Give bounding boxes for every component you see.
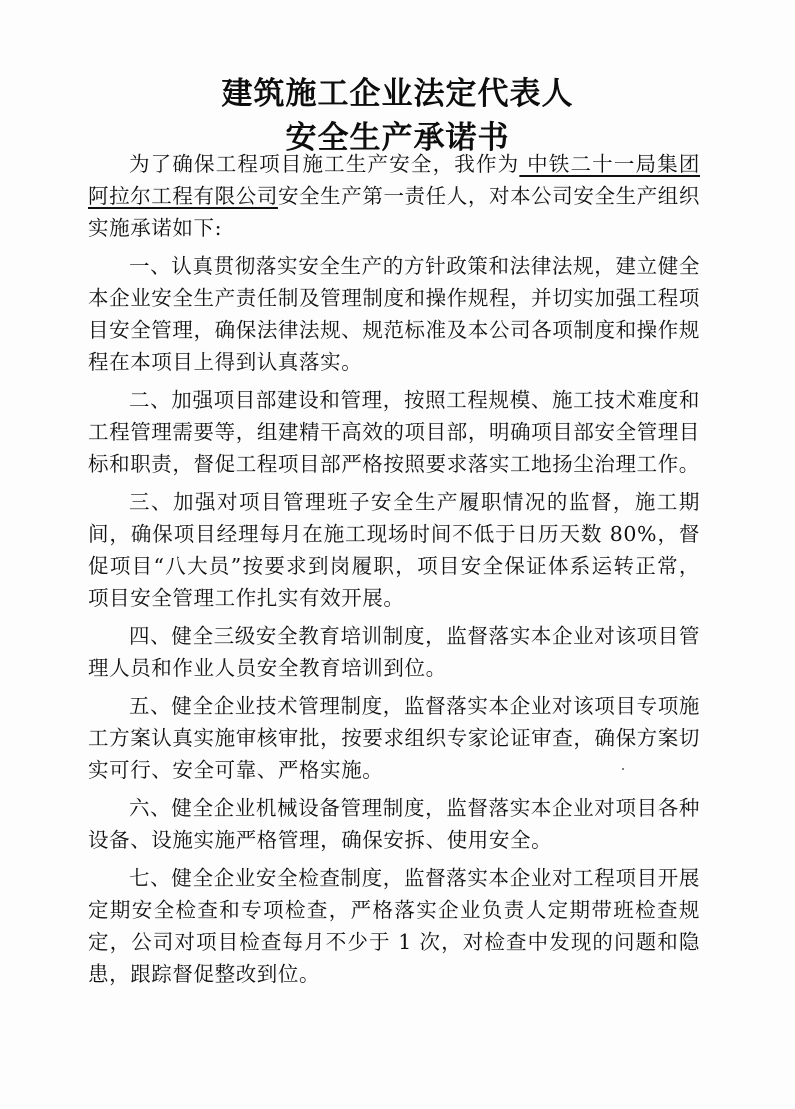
commitment-item-2: 二、加强项目部建设和管理，按照工程规模、施工技术难度和工程管理需要等，组建精干高效的项目部，明确项目部安全管理目标和职责，督促工程项目部严格按照要求落实工地扬尘治理工作。 <box>88 388 700 476</box>
document-body <box>88 148 700 996</box>
scan-speck <box>622 768 624 770</box>
commitment-item-4: 四、健全三级安全教育培训制度，监督落实本企业对该项目管理人员和作业人员安全教育培训到位。 <box>88 624 700 680</box>
title-line-1: 建筑施工企业法定代表人 <box>221 76 574 112</box>
commitment-item-6: 六、健全企业机械设备管理制度，监督落实本企业对项目各种设备、设施实施严格管理，确保安拆、使用安全。 <box>88 796 700 852</box>
document-title <box>0 72 795 160</box>
intro-text-before: 为了确保工程项目施工生产安全，我作为 <box>129 152 520 176</box>
commitment-item-1: 一、认真贯彻落实安全生产的方针政策和法律法规，建立健全本企业安全生产责任制及管理制度和操作规程，并切实加强工程项目安全管理，确保法律法规、规范标准及本公司各项制度和操作规程在本项目上得到认真落实。 <box>88 254 700 374</box>
commitment-item-5: 五、健全企业技术管理制度，监督落实本企业对该项目专项施工方案认真实施审核审批，按要求组织专家论证审查，确保方案切实可行、安全可靠、严格实施。 <box>88 694 700 782</box>
commitment-item-3: 三、加强对项目管理班子安全生产履职情况的监督，施工期间，确保项目经理每月在施工现场时间不低于日历天数 80%，督促项目“八大员”按要求到岗履职，项目安全保证体系运转正常，项目安全管理工作扎实有效开展。 <box>88 490 700 610</box>
company-name: 中铁二十一局集团阿拉尔工程有限公司 <box>88 152 700 208</box>
title-line-2: 安全生产承诺书 <box>285 120 510 156</box>
intro-paragraph <box>88 148 700 244</box>
commitment-item-7: 七、健全企业安全检查制度，监督落实本企业对工程项目开展定期安全检查和专项检查，严格落实企业负责人定期带班检查规定，公司对项目检查每月不少于 1 次，对检查中发现的问题和隐患，跟踪督促整改到位。 <box>88 866 700 986</box>
intro-text-after: 安全生产第一责任人，对本公司安全生产组织实施承诺如下: <box>88 184 700 240</box>
